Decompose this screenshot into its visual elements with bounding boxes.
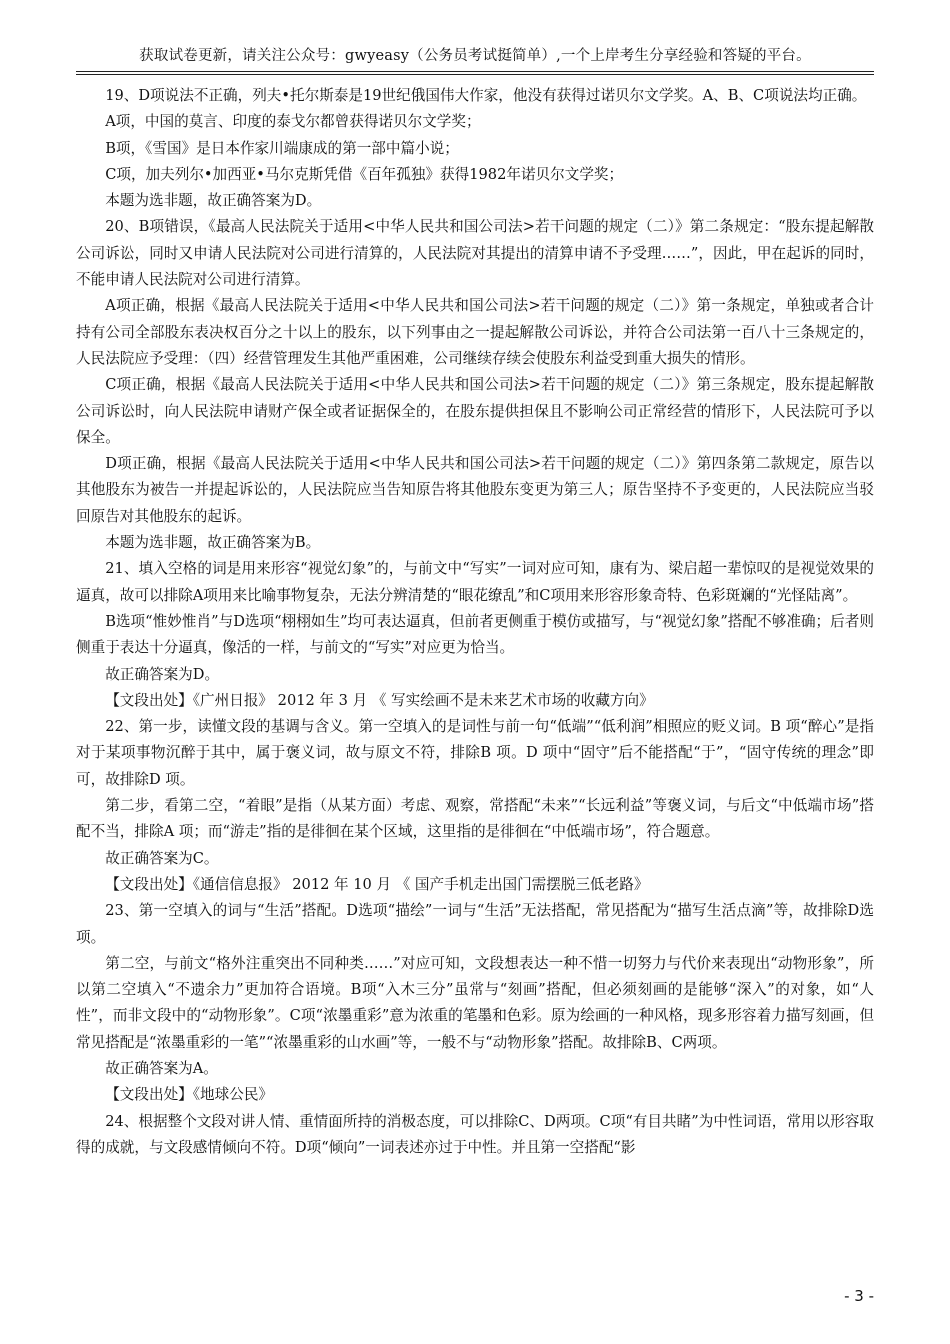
paragraph: 23、第一空填入的词与“生活”搭配。D选项“描绘”一词与“生活”无法搭配，常见搭配为“描写生活点滴”等，故排除D选项。 (76, 902, 874, 946)
paragraph: 故正确答案为C。 (105, 849, 219, 867)
paragraph: 本题为选非题，故正确答案为B。 (105, 534, 321, 552)
paragraph: 第二步，看第二空，“着眼”是指（从某方面）考虑、观察，常搭配“未来”“长远利益”等褒义词，与后文“中低端市场”搭配不当，排除A 项；而“游走”指的是徘徊在某个区域，这里指的是徘徊在“中低端市场”，符合题意。 (76, 797, 874, 841)
paragraph: A项，中国的莫言、印度的泰戈尔都曾获得诺贝尔文学奖； (105, 113, 481, 131)
paragraph: 24、根据整个文段对讲人情、重情面所持的消极态度，可以排除C、D两项。C项“有目共睹”为中性词语，常用以形容取得的成就，与文段感情倾向不符。D项“倾向”一词表述亦过于中性。并且第一空搭配“影 (76, 1112, 874, 1156)
paragraph: 故正确答案为A。 (105, 1059, 218, 1077)
paragraph: A项正确，根据《最高人民法院关于适用<中华人民共和国公司法>若干问题的规定（二）》第一条规定，单独或者合计持有公司全部股东表决权百分之十以上的股东，以下列事由之一提起解散公司诉讼，并符合公司法第一百八十三条规定的，人民法院应予受理：（四）经营管理发生其他严重困难，公司继续存续会使股东利益受到重大损失的情形。 (76, 297, 874, 367)
paragraph: 20、B项错误，《最高人民法院关于适用<中华人民共和国公司法>若干问题的规定（二）》第二条规定：“股东提起解散公司诉讼，同时又申请人民法院对公司进行清算的，人民法院对其提出的清算申请不予受理……”，因此，甲在起诉的同时，不能申请人民法院对公司进行清算。 (76, 218, 874, 289)
paragraph: 【文段出处】《地球公民》 (105, 1086, 274, 1104)
paragraph: B选项“惟妙惟肖”与D选项“栩栩如生”均可表达逼真，但前者更侧重于模仿或描写，与“视觉幻象”搭配不够准确；后者则侧重于表达十分逼真，像活的一样，与前文的“写实”对应更为恰当。 (76, 612, 874, 657)
paragraph: C项，加夫列尔•加西亚•马尔克斯凭借《百年孤独》获得1982年诺贝尔文学奖； (105, 165, 624, 183)
paragraph: 19、D项说法不正确，列夫•托尔斯泰是19世纪俄国伟大作家，他没有获得过诺贝尔文学奖。A、B、C项说法均正确。 (105, 87, 867, 104)
paragraph: 22、第一步，读懂文段的基调与含义。第一空填入的是词性与前一句“低端”“低利润”相照应的贬义词。B 项“醉心”是指对于某项事物沉醉于其中，属于褒义词，故与原文不符，排除B 项。D 项中“固守”后不能搭配“于”，“固守传统的理念”即可，故排除D 项。 (76, 718, 874, 788)
page-number: - 3 - (844, 1287, 874, 1305)
paragraph: D项正确，根据《最高人民法院关于适用<中华人民共和国公司法>若干问题的规定（二）》第四条第二款规定，原告以其他股东为被告一并提起诉讼的，人民法院应当告知原告将其他股东变更为第三人；原告坚持不予变更的，人民法院应当驳回原告对其他股东的起诉。 (76, 455, 874, 525)
paragraph: 本题为选非题，故正确答案为D。 (105, 192, 322, 210)
paragraph: 【文段出处】《通信信息报》 2012 年 10 月 《 国产手机走出国门需摆脱三低老路》 (105, 875, 649, 893)
paragraph: 故正确答案为D。 (105, 665, 220, 683)
paragraph: B项，《雪国》是日本作家川端康成的第一部中篇小说； (105, 139, 459, 157)
paragraph: 【文段出处】《广州日报》 2012 年 3 月 《 写实绘画不是未来艺术市场的收藏方向》 (105, 691, 654, 709)
paragraph: C项正确，根据《最高人民法院关于适用<中华人民共和国公司法>若干问题的规定（二）》第三条规定，股东提起解散公司诉讼时，向人民法院申请财产保全或者证据保全的，在股东提供担保且不影响公司正常经营的情形下，人民法院可予以保全。 (76, 376, 874, 446)
page-content (76, 83, 874, 1161)
page-header: 获取试卷更新，请关注公众号：gwyeasy（公务员考试挺简单）,一个上岸考生分享经验和答疑的平台。 (76, 44, 874, 72)
paragraph: 第二空，与前文“格外注重突出不同种类……”对应可知，文段想表达一种不惜一切努力与代价来表现出“动物形象”，所以第二空填入“不遗余力”更加符合语境。B项“入木三分”虽常与“刻画”搭配，但必须刻画的是能够“深入”的对象，如“人性”，而非文段中的“动物形象”。C项“浓墨重彩”意为浓重的笔墨和色彩。原为绘画的一种风格，现多形容着力描写刻画，但常见搭配是“浓墨重彩的一笔”“浓墨重彩的山水画”等，一般不与“动物形象”搭配。故排除B、C两项。 (76, 954, 874, 1051)
paragraph: 21、填入空格的词是用来形容“视觉幻象”的，与前文中“写实”一词对应可知，康有为、梁启超一辈惊叹的是视觉效果的逼真，故可以排除A项用来比喻事物复杂，无法分辨清楚的“眼花缭乱”和C项用来形容形象奇特、色彩斑斓的“光怪陆离”。 (76, 560, 874, 604)
